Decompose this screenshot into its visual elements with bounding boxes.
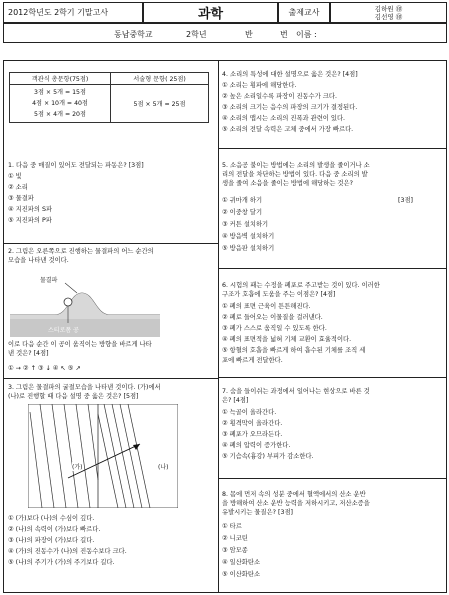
column-divider: [218, 60, 219, 593]
q8-option-5: ⑤ 이산화탄소: [222, 571, 261, 578]
q3-option-3: ③ (나)의 파장이 (가)보다 길다.: [8, 537, 95, 544]
q2-figure-label-wave: 물결파: [40, 277, 58, 284]
q8-option-3: ③ 암모종: [222, 547, 248, 554]
q7-option-5: ⑤ 기슴속(흉강) 부피가 감소한다.: [222, 453, 314, 460]
header-school: 동남중학교: [114, 30, 153, 39]
examiner-1: 김하원 ㊞: [374, 4, 403, 13]
q2-stem2-line-2: 낸 것은? [4점]: [8, 350, 49, 357]
q1-separator: [3, 243, 218, 244]
q6-option-4: ④ 폐의 표면적을 넓혀 기체 교환이 효율적이다.: [222, 336, 352, 343]
q7-separator: [218, 478, 447, 479]
q3-option-5: ⑤ (나)의 주기가 (가)의 주기보다 길다.: [8, 559, 115, 566]
q2-stem2-line-1: 이로 다음 순간 이 공이 움직이는 방향을 바르게 나타: [8, 341, 152, 348]
q8-option-2: ② 니코틴: [222, 535, 248, 542]
q4-option-3: ③ 소리의 크기는 음수의 파장의 크기가 결정된다.: [222, 104, 358, 111]
q7-stem-line-2: 은? [4점]: [222, 397, 249, 404]
score-sa-header: 서술형 문항( 25점): [111, 73, 209, 85]
q6-stem-line-2: 구조가 호흡에 도움을 주는 이점은? [4점]: [222, 291, 336, 298]
q7-option-3: ③ 폐포가 오므라든다.: [222, 431, 283, 438]
q1-option-2: ② 소리: [8, 184, 28, 191]
q8-stem-line-2: 을 방해하여 산소 운반 능력을 저하시키고, 저산소증을: [222, 500, 370, 507]
q3-label-a: (가): [72, 464, 83, 471]
q3-figure: [28, 404, 178, 508]
q3-option-1: ① (가)보다 (나)의 수심이 깊다.: [8, 515, 95, 522]
q5-option-1: ① 귀마개 하기: [222, 197, 263, 204]
q2-figure: [10, 275, 160, 337]
q4-separator: [218, 148, 447, 149]
refraction-figure: [28, 404, 178, 508]
q5-stem-line-1: 5. 소음공 불이는 방법에는 소리의 발생을 줄이거나 소: [222, 162, 370, 169]
q1-option-4: ④ 지진파의 S파: [8, 206, 53, 213]
q7-option-2: ② 횡격막이 올라간다.: [222, 420, 283, 427]
q6-stem-line-1: 6. 시험의 패는 수정을 폐포로 주고받는 것이 있다. 이러한: [222, 282, 380, 289]
q2-figure-label-ball: 스티로폼 공: [48, 327, 79, 334]
q2-stem-line-2: 모습을 나타낸 것이다.: [8, 257, 69, 264]
header-subject: 과학: [143, 2, 278, 23]
q5-option-5: ⑤ 방음판 설치하기: [222, 245, 275, 252]
header-grade: 2학년: [186, 30, 207, 39]
q3-label-b: (나): [158, 464, 169, 471]
q2-options: ① → ② ↑ ③ ↓ ④ ↖ ⑤ ↗: [8, 365, 81, 372]
header-student-row: [3, 23, 447, 43]
q3-stem-line-2: (나)로 진행할 때 다음 설명 중 옳은 것은? [5점]: [8, 393, 139, 400]
q7-option-4: ④ 폐의 압력이 증가한다.: [222, 442, 291, 449]
q8-option-1: ① 타르: [222, 523, 242, 530]
header-school-year: 2012학년도 2학기 기말고사: [3, 2, 143, 23]
q4-option-5: ⑤ 소리의 전달 속력은 고체 중에서 가장 빠르다.: [222, 126, 354, 133]
q4-option-2: ② 높은 소리일수록 파장이 진동수가 크다.: [222, 93, 337, 100]
q6-option-3: ③ 폐가 스스로 움직일 수 있도록 한다.: [222, 325, 327, 332]
q6-option-1: ① 폐의 표면 근육이 튼튼해진다.: [222, 303, 311, 310]
q1-stem: 1. 다음 중 매질이 있어도 전달되는 파동은? [3점]: [8, 162, 144, 169]
q6-separator: [218, 377, 447, 378]
q4-option-1: ① 소리는 횡파에 해당한다.: [222, 82, 297, 89]
q4-option-4: ④ 소리의 맵시는 소리의 진폭과 관련이 있다.: [222, 115, 346, 122]
score-mc-header: 객관식 총문항(75점): [10, 73, 111, 85]
q8-stem-line-1: 8. 몸에 먼저 속의 성분 중에서 혈액에서의 산소 운반: [222, 491, 366, 498]
score-table: [9, 72, 209, 123]
q5-stem-line-3: 생을 줄여 소음을 줄이는 방법에 해당하는 것은?: [222, 180, 353, 187]
q6-option-5: ⑤ 항혈의 호흡을 빠르게 하여 흡수된 기체를 조직 세: [222, 347, 366, 354]
header-class-label: 반: [245, 30, 253, 39]
q8-stem-line-3: 유발시키는 물질은? [3점]: [222, 509, 294, 516]
q5-option-2: ② 이중창 달기: [222, 209, 263, 216]
q6-option-5-cont: 포에 빠르게 전달한다.: [222, 357, 283, 364]
score-mc-line-2: 4점 × 10개 = 40점: [32, 100, 88, 107]
score-sa-detail: 5점 × 5개 = 25점: [111, 85, 209, 123]
q3-option-4: ④ (가)의 진동수가 (나)의 진동수보다 크다.: [8, 548, 127, 555]
score-mc-line-3: 5점 × 4개 = 20점: [34, 111, 86, 118]
q2-stem-line-1: 2. 그림은 오른쪽으로 진행하는 물결파의 어느 순간의: [8, 248, 154, 255]
score-mc-line-1: 3점 × 5개 = 15점: [34, 89, 86, 96]
q3-ray-arrow: [68, 444, 140, 478]
q5-stem-line-2: 리의 전달을 차단하는 방법이 있다. 다음 중 소리의 발: [222, 171, 368, 178]
score-mc-detail: [10, 85, 111, 123]
q6-option-2: ② 폐로 들어오는 이물질을 걸러낸다.: [222, 314, 323, 321]
q2-separator: [3, 378, 218, 379]
q3-stem-line-1: 3. 그림은 물결파의 굴절모습을 나타낸 것이다. (가)에서: [8, 384, 161, 391]
q1-option-1: ① 빛: [8, 173, 22, 180]
q4-stem: 4. 소리의 특성에 대한 설명으로 옳은 것은? [4점]: [222, 71, 358, 78]
q3-option-2: ② (나)의 속력이 (가)보다 빠르다.: [8, 526, 101, 533]
q1-option-3: ③ 물결파: [8, 195, 34, 202]
q8-option-4: ④ 일산화탄소: [222, 559, 261, 566]
header-name-label: 이름 :: [296, 30, 317, 39]
q1-option-5: ⑤ 지진파의 P파: [8, 217, 52, 224]
q5-points: [3점]: [398, 197, 414, 204]
q7-option-1: ① 늑골이 올라간다.: [222, 409, 277, 416]
wave-figure: [10, 275, 160, 337]
header-examiner-label: 출제교사: [278, 2, 330, 23]
styrofoam-ball: [64, 298, 72, 306]
examiner-2: 김선영 ㊞: [374, 12, 403, 21]
header-number-label: 번: [280, 30, 288, 39]
q5-option-4: ④ 방음벽 설치하기: [222, 233, 275, 240]
q7-stem-line-1: 7. 숨을 들이쉬는 과정에서 일어나는 현상으로 바른 것: [222, 388, 370, 395]
q5-separator: [218, 268, 447, 269]
header-examiners: [330, 2, 447, 23]
q5-option-3: ③ 커튼 설치하기: [222, 221, 269, 228]
